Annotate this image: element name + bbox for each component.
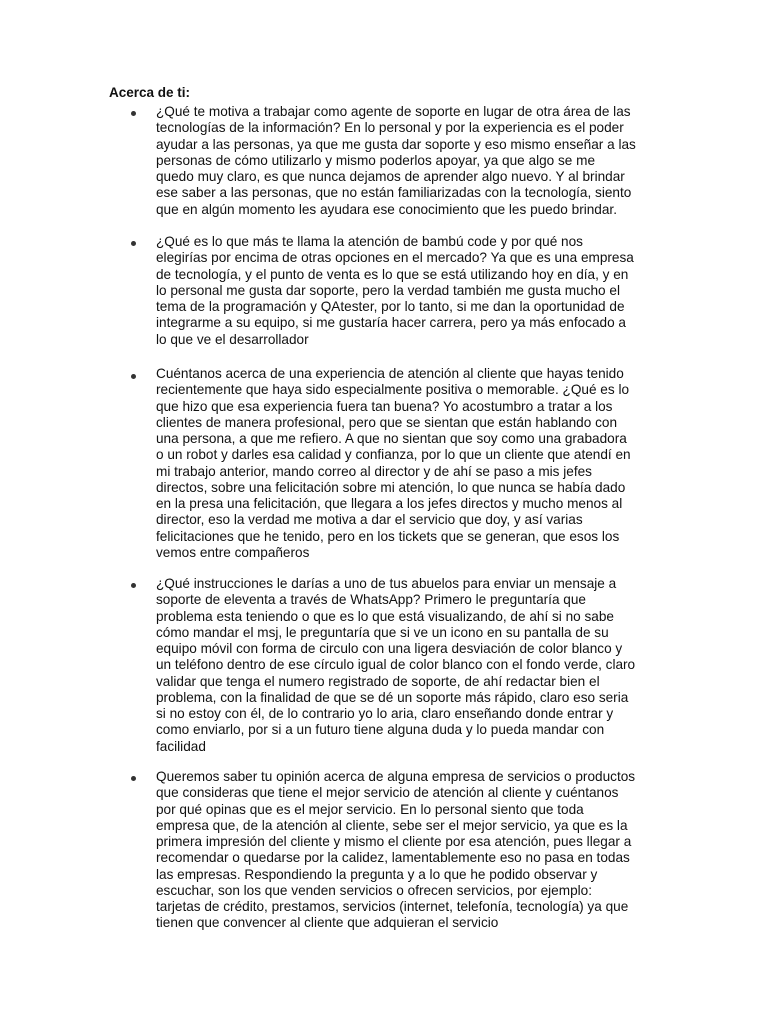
item-line: las empresas. Respondiendo la pregunta y a lo que he podido observar y [156, 866, 598, 882]
item-line: quedo muy claro, es que nunca dejamos de aprender algo nuevo. Y al brindar [156, 169, 625, 184]
question-item-5 [156, 769, 656, 932]
item-line: director, eso la verdad me motiva a dar el servicio que doy, y así varias [156, 512, 583, 528]
item-line: ayudar a las personas, ya que me gusta dar soporte y eso mismo enseñar a las [156, 136, 636, 152]
bullet-icon [131, 583, 136, 588]
bullet-icon [131, 111, 136, 116]
item-line: una persona, a que me refiero. A que no sientan que soy como una grabadora [156, 431, 627, 446]
item-line: que consideras que tiene el mejor servicio de atención al cliente y cuéntanos [156, 785, 619, 801]
item-line: recomendar o quedarse por la calidez, lamentablemente eso no pasa en todas [156, 850, 630, 866]
item-line: que hizo que esa experiencia fuera tan buena? Yo acostumbro a tratar a los [156, 398, 613, 414]
item-line: por qué opinas que es el mejor servicio. En lo personal siento que toda [156, 801, 584, 817]
item-line: lo personal me gusta dar soporte, pero la verdad también me gusta mucho el [156, 282, 620, 298]
item-line: clientes de manera profesional, pero que se sientan que están hablando con [156, 414, 617, 430]
item-line: facilidad [156, 738, 206, 754]
item-line: Cuéntanos acerca de una experiencia de atención al cliente que hayas tenido [156, 366, 624, 381]
question-item-1 [156, 104, 656, 218]
item-line: Queremos saber tu opinión acerca de alguna empresa de servicios o productos [156, 769, 636, 784]
item-line: equipo móvil con forma de circulo con una ligera desviación de color blanco y [156, 641, 623, 656]
item-line: de tecnología, y el punto de venta es lo que se está utilizando hoy en día, y en [156, 266, 629, 282]
item-line: que en algún momento les ayudara ese conocimiento que les puedo brindar. [156, 201, 617, 217]
item-line: un teléfono dentro de ese círculo igual de color blanco con el fondo verde, claro [156, 657, 636, 673]
item-line: recientemente que haya sido especialmente positiva o memorable. ¿Qué es lo [156, 382, 630, 398]
item-line: primera impresión del cliente y mismo el cliente por esa atención, pues llegar a [156, 834, 632, 849]
item-line: directos, sobre una felicitación sobre mi atención, lo que nunca se había dado [156, 479, 626, 495]
item-line: tecnologías de la información? En lo personal y por la experiencia es el poder [156, 120, 624, 136]
item-line: integrarme a su equipo, si me gustaría hacer carrera, pero ya más enfocado a [156, 315, 626, 331]
item-line: en la presa una felicitación, que llegara a los jefes directos y mucho menos al [156, 496, 623, 511]
item-line: si no estoy con él, de lo contrario yo lo aria, claro enseñando donde entrar y [156, 706, 614, 721]
item-line: mi trabajo anterior, mando correo al director y de ahí se paso a mis jefes [156, 463, 592, 479]
bullet-icon [131, 776, 136, 781]
item-line: ¿Qué te motiva a trabajar como agente de soporte en lugar de otra área de las [156, 104, 631, 119]
question-item-4 [156, 576, 656, 755]
item-line: tema de la programación y QAtester, por lo tanto, si me dan la oportunidad de [156, 299, 625, 314]
item-line: como enviarlo, por si a un futuro tiene alguna duda y lo pueda mandar con [156, 722, 605, 738]
item-line: elegirías por encima de otras opciones en el mercado? Ya que es una empresa [156, 250, 634, 266]
item-line: tarjetas de crédito, prestamos, servicios (internet, telefonía, tecnología) ya que [156, 899, 629, 914]
item-line: tienen que convencer al cliente que adquieran el servicio [156, 915, 499, 931]
item-line: escuchar, son los que venden servicios o ofrecen servicios, por ejemplo: [156, 882, 592, 898]
question-item-2 [156, 234, 656, 348]
item-line: o un robot y darles esa calidad y confianza, por lo que un cliente que atendí en [156, 447, 631, 463]
item-line: cómo mandar el msj, le preguntaría que si ve un icono en su pantalla de su [156, 624, 609, 640]
item-line: ¿Qué es lo que más te llama la atención de bambú code y por qué nos [156, 234, 583, 249]
item-line: vemos entre compañeros [156, 544, 310, 560]
bullet-icon [131, 374, 136, 379]
section-heading: Acerca de ti: [109, 85, 191, 100]
item-line: ese saber a las personas, que no están familiarizadas con la tecnología, siento [156, 185, 632, 201]
item-line: felicitaciones que he tenido, pero en los tickets que se generan, que esos los [156, 528, 620, 544]
item-line: ¿Qué instrucciones le darías a uno de tus abuelos para enviar un mensaje a [156, 576, 617, 591]
item-line: empresa que, de la atención al cliente, sebe ser el mejor servicio, ya que es la [156, 817, 628, 833]
item-line: lo que ve el desarrollador [156, 331, 309, 347]
item-line: personas de cómo utilizarlo y mismo poderlos apoyar, ya que algo se me [156, 152, 596, 168]
item-line: validar que tenga el numero registrado de soporte, de ahí redactar bien el [156, 673, 600, 689]
item-line: problema esta teniendo o que es lo que está visualizando, de ahí si no sabe [156, 608, 614, 624]
bullet-icon [131, 241, 136, 246]
item-line: problema, con la finalidad de que se dé un soporte más rápido, claro eso seria [156, 689, 629, 705]
item-line: soporte de eleventa a través de WhatsApp? Primero le preguntaría que [156, 592, 586, 608]
question-item-3 [156, 366, 656, 561]
